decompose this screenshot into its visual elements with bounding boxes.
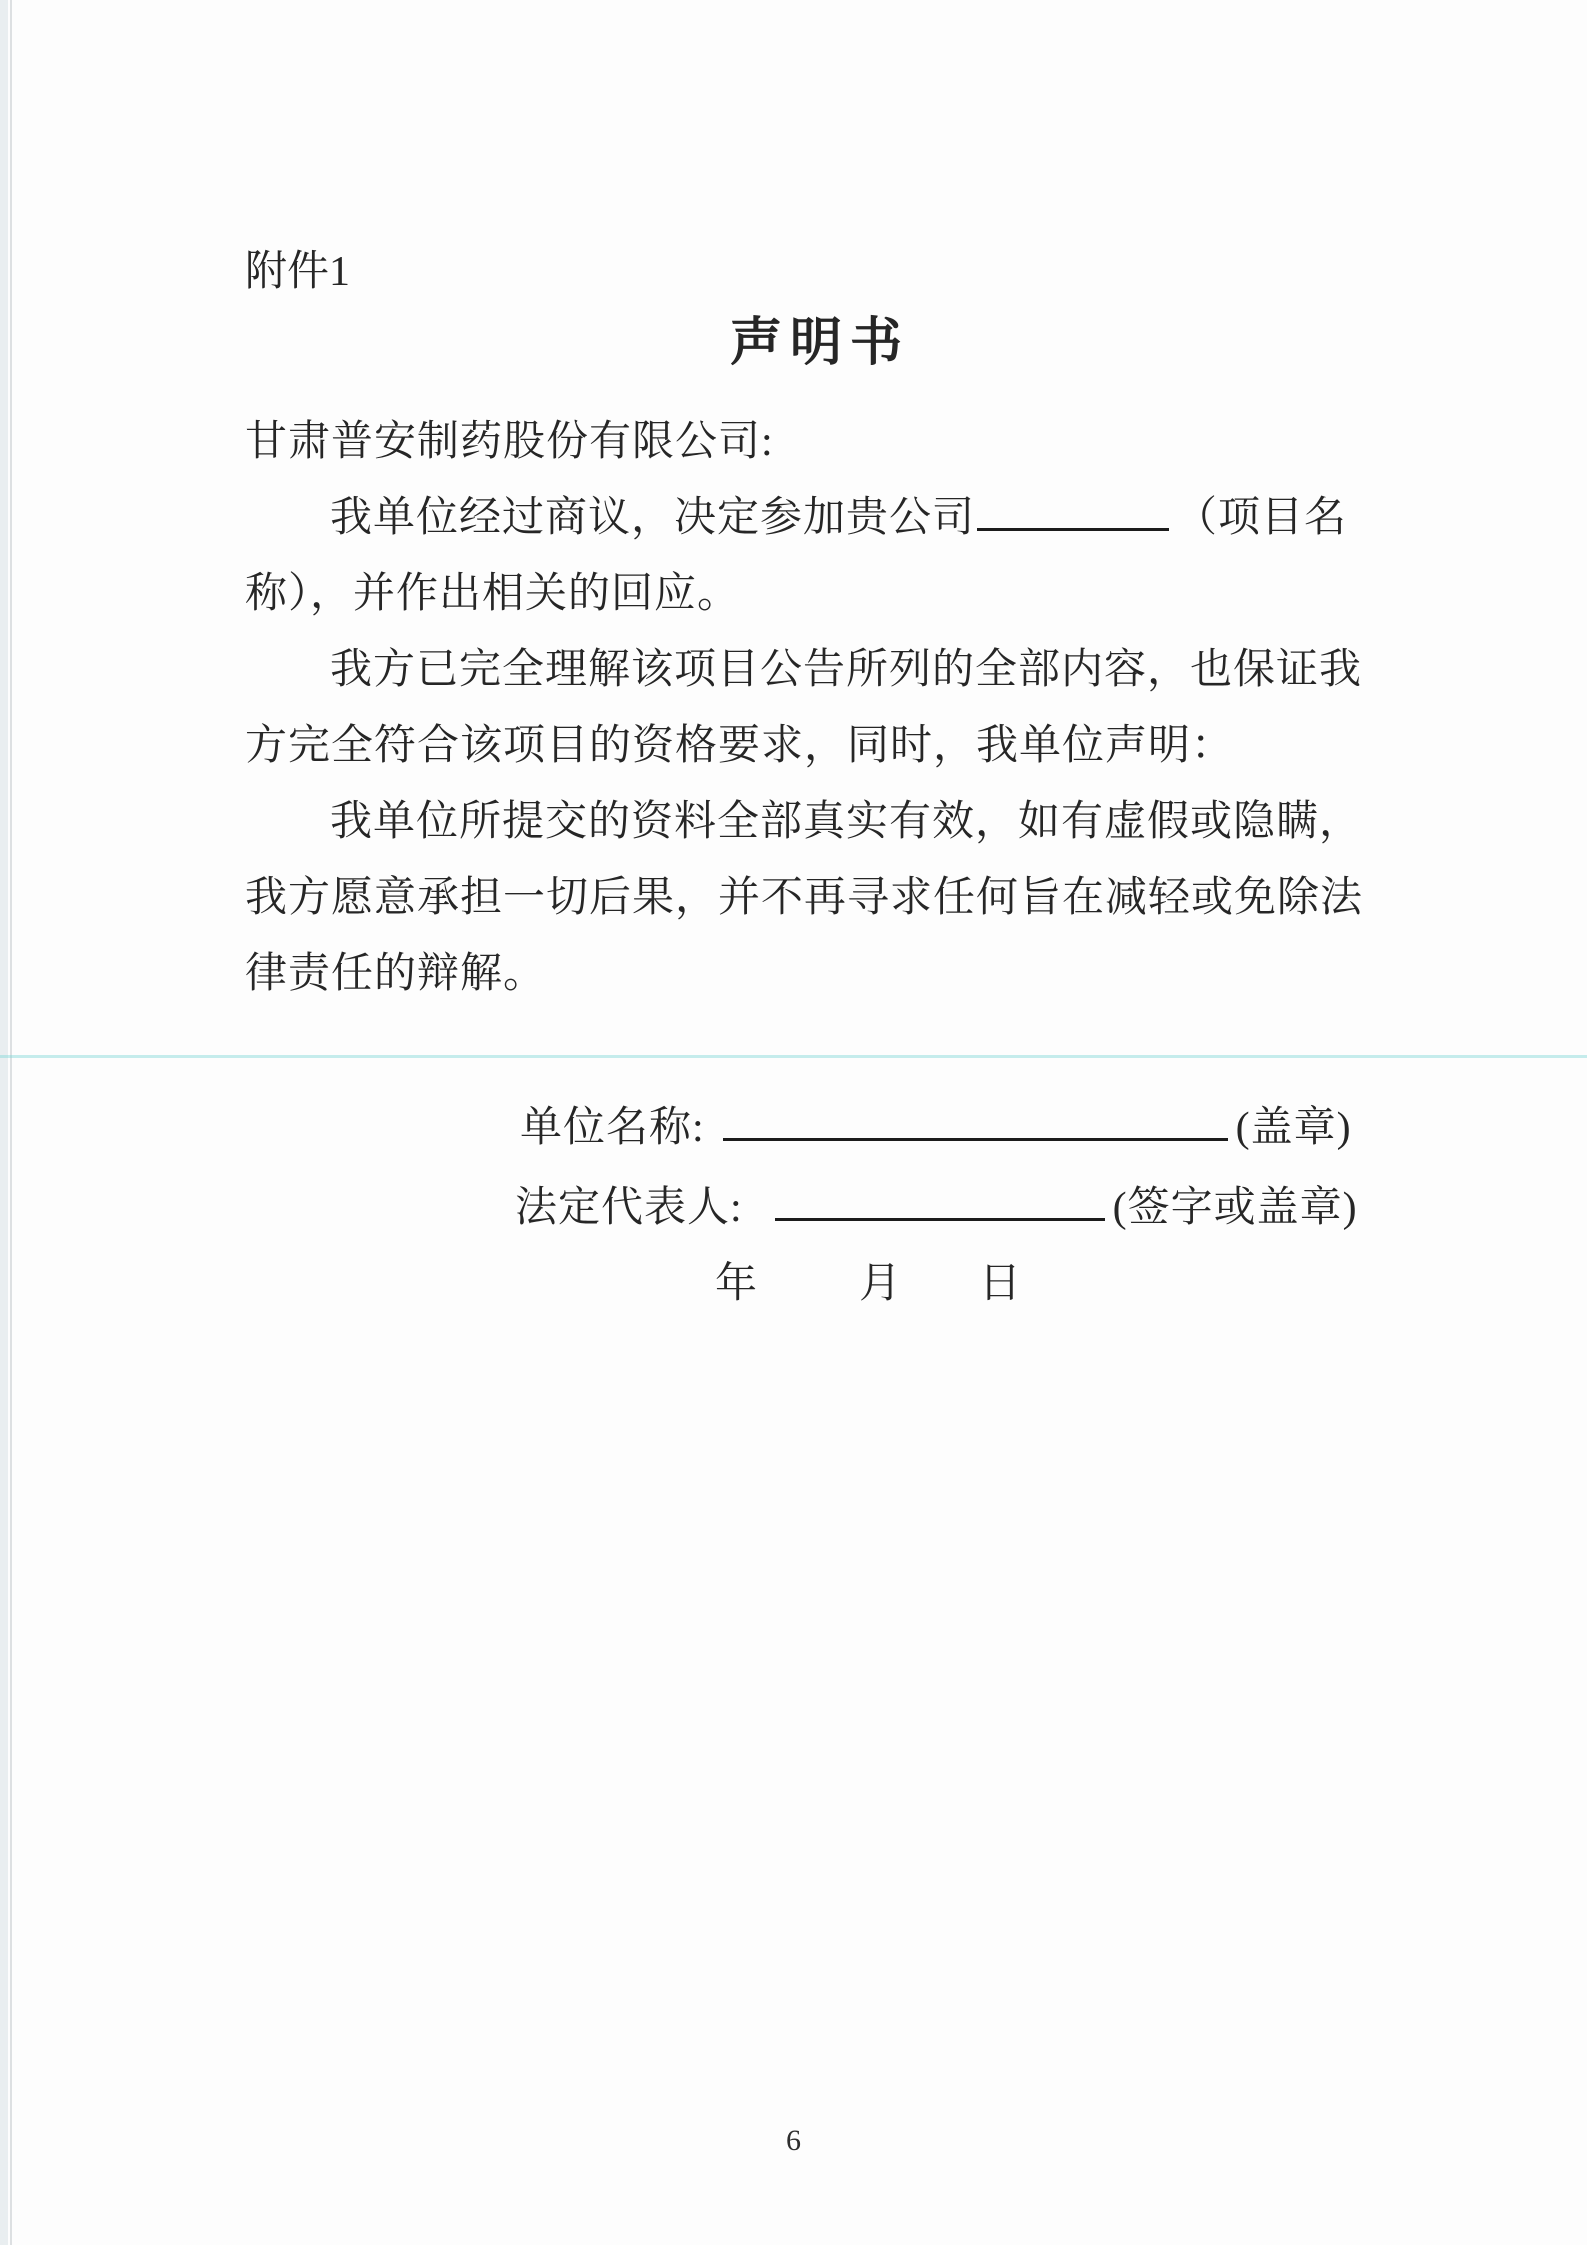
scan-horizontal-line-artifact (0, 1055, 1587, 1058)
legal-representative-blank-field (775, 1178, 1105, 1221)
date-year-label: 年 (715, 1261, 758, 1307)
body-text-after-project-blank: （项目名 (1175, 495, 1348, 541)
body-line-project (330, 484, 1347, 544)
legal-representative-label: 法定代表人: (515, 1185, 743, 1231)
date-line (715, 1250, 1021, 1310)
scan-left-edge-artifact (0, 0, 8, 2245)
legal-representative-row (515, 1174, 1358, 1234)
unit-name-blank-field (723, 1098, 1228, 1141)
body-line-4: 我方已完全理解该项目公告所列的全部内容，也保证我 (330, 647, 1363, 693)
unit-name-label: 单位名称: (520, 1105, 705, 1151)
unit-name-seal-note: (盖章) (1235, 1105, 1352, 1151)
legal-representative-seal-note: (签字或盖章) (1112, 1185, 1358, 1231)
scan-left-edge-line-artifact (10, 0, 12, 2245)
body-line-7: 我方愿意承担一切后果，并不再寻求任何旨在减轻或免除法 (245, 875, 1364, 921)
document-title: 声明书 (729, 315, 910, 372)
unit-name-row (520, 1094, 1352, 1154)
body-line-3: 称），并作出相关的回应。 (245, 571, 741, 617)
page-number: 6 (786, 2124, 801, 2157)
body-line-5: 方完全符合该项目的资格要求，同时，我单位声明： (245, 723, 1235, 769)
attachment-label: 附件1 (245, 249, 351, 295)
salutation-line: 甘肃普安制药股份有限公司: (245, 419, 774, 465)
date-month-label: 月 (859, 1261, 902, 1307)
date-day-label: 日 (979, 1261, 1022, 1307)
body-line-6: 我单位所提交的资料全部真实有效，如有虚假或隐瞒， (330, 799, 1363, 845)
body-text-before-project-blank: 我单位经过商议，决定参加贵公司 (330, 495, 976, 541)
project-name-blank-field (977, 488, 1169, 531)
body-line-8: 律责任的辩解。 (245, 951, 547, 997)
